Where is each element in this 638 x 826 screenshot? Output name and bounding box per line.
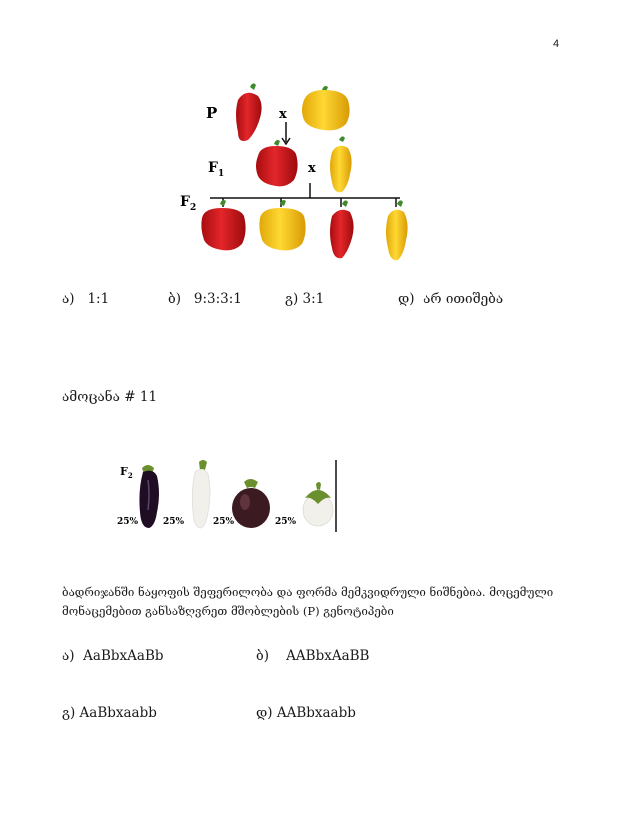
option-letter: გ): [62, 705, 76, 721]
q10-option-a: [62, 291, 109, 307]
option-letter: ბ): [256, 648, 269, 664]
option-text: 3:1: [302, 291, 325, 307]
p-label: P: [206, 104, 218, 122]
option-letter: დ): [398, 291, 415, 307]
percent-label-2: 25%: [163, 517, 185, 527]
task-11-title: ამოცანა # 11: [62, 389, 158, 405]
f2-label: $F_2$: [180, 194, 197, 213]
option-text: AABbxaabb: [276, 705, 356, 721]
option-letter: ა): [62, 291, 75, 307]
percent-label-1: 25%: [117, 517, 139, 527]
option-letter: გ): [285, 291, 299, 307]
percent-label-4: 25%: [275, 517, 297, 527]
option-text: AaBbxAaBb: [83, 648, 164, 664]
option-text: არ ითიშება: [423, 291, 504, 307]
option-text: AABbxAaBB: [286, 648, 370, 664]
red-elongated-pepper-f2: [330, 200, 354, 258]
option-letter: დ): [256, 705, 273, 721]
q11-option-b: [256, 648, 369, 664]
option-text: AaBbxaabb: [79, 705, 157, 721]
yellow-elongated-pepper-f1: [330, 136, 352, 192]
pepper-cross-figure: [170, 80, 440, 265]
f2-label-eggplant: $F_2$: [120, 465, 133, 480]
page-number: 4: [553, 38, 560, 50]
yellow-blocky-pepper-p: [302, 86, 350, 130]
option-text: 1:1: [87, 291, 110, 307]
q10-option-d: [398, 291, 503, 307]
percent-label-3: 25%: [213, 517, 235, 527]
q10-option-c: [285, 291, 324, 307]
eggplant-f2-figure: [115, 458, 339, 534]
q11-option-a: [62, 648, 164, 664]
option-letter: ა): [62, 648, 75, 664]
option-text: 9:3:3:1: [193, 291, 242, 307]
task-11-paragraph-line-1: ბადრიჯანში ნაყოფის შეფერილობა და ფორმა მემკვიდრული ნიშნებია. მოცემული: [62, 585, 554, 599]
f1-label: $F_1$: [208, 160, 225, 179]
q10-option-b: [168, 291, 242, 307]
cross-symbol-p: x: [279, 107, 287, 122]
task-11-paragraph-line-2: მონაცემებით განსაზღვრეთ მშობლების (P) გენოტიპები: [62, 604, 394, 618]
q11-option-d: [256, 705, 356, 721]
yellow-blocky-pepper-f2: [259, 200, 305, 250]
red-elongated-pepper-p: [236, 83, 262, 141]
red-blocky-pepper-f1: [256, 140, 298, 186]
yellow-elongated-pepper-f2: [386, 200, 408, 260]
option-letter: ბ): [168, 291, 181, 307]
red-blocky-pepper-f2: [201, 200, 245, 250]
q11-option-c: [62, 705, 157, 721]
cross-symbol-f1: x: [308, 161, 316, 176]
